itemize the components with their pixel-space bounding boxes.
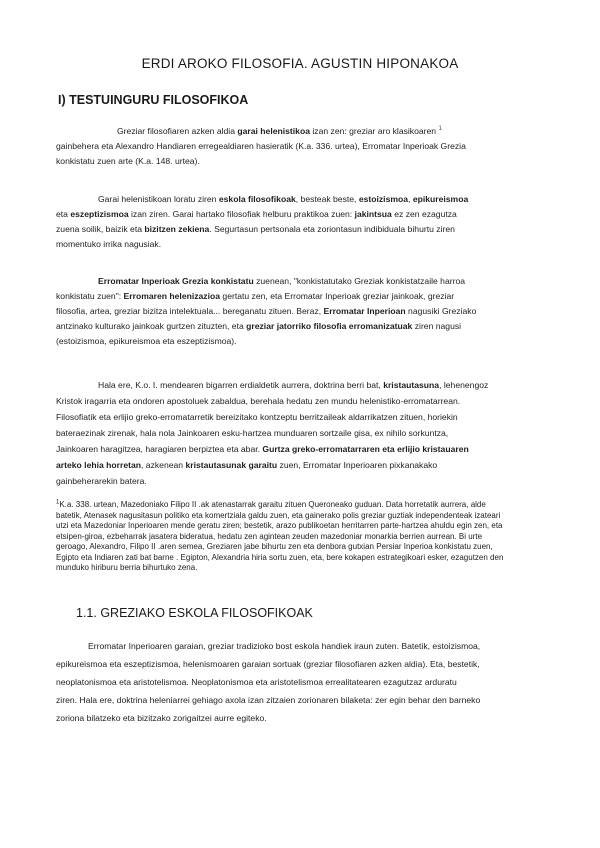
paragraph-line: konkistatu zuen arte (K.a. 148. urtea). (56, 156, 200, 166)
paragraph-2 (56, 192, 468, 252)
bold-term: garai helenistikoa (237, 126, 310, 136)
bold-term: jakintsua (354, 209, 392, 219)
bold-term: Erromatar Inperioan (323, 306, 406, 316)
bold-term: estoizismoa (358, 194, 409, 204)
text-run: gertatu zen, eta Erromatar Inperioak greziar jainkoak, greziar (220, 291, 455, 301)
paragraph-line (56, 124, 466, 139)
paragraph-line (56, 207, 468, 222)
paragraph-line: Kristok iragarria eta ondoren apostoluek zabaldua, berehala hedatu zen mundu helenistiko-erromatarrean. (56, 396, 461, 406)
paragraph-line: momentuko irrika nagusiak. (56, 239, 162, 249)
text-run: Garai helenistikoan loratu ziren (98, 194, 219, 204)
paragraph-line (56, 222, 468, 237)
paragraph-line (56, 289, 476, 304)
paragraph-line (56, 319, 476, 334)
text-run: filosofia, artea, greziar bizitza intelektuala... bereganatu zituen. Beraz, (56, 306, 324, 316)
text-run: ziren nagusi (412, 321, 462, 331)
section-heading-testuinguru: I) TESTUINGURU FILOSOFIKOA (58, 93, 249, 107)
text-run: , (408, 194, 413, 204)
text-run: , azkenean (141, 460, 186, 470)
paragraph-line: gainbehera eta Alexandro Handiaren erregealdiaren hasieratik (K.a. 336. urtea), Erromatar Inperioak Grezia (56, 141, 466, 151)
bold-term: greziar jatorriko filosofia erromanizatuak (246, 321, 413, 331)
paragraph-line (56, 377, 488, 393)
footnote-line: batetik, Atenasek nagusitasun politiko eta komertziala galdu zuen, eta gainerako polis greziar guztiak independenteak izateari (56, 510, 501, 520)
section-heading-eskola-filosofikoak: 1.1. GREZIAKO ESKOLA FILOSOFIKOAK (76, 606, 313, 620)
footnote-line: etsipen-giroa, ezbeharrak jasatera bideratua, hedatu zen agintean zeuden mazedoniar monarkia berrien aurrean. Bi urte (56, 531, 483, 541)
paragraph-5 (56, 637, 480, 727)
paragraph-line: bateraezinak zirenak, hala nola Jainkoaren esku-hartzea munduaren sortzaile gisa, ex nihilo sorkuntza, (56, 428, 449, 438)
text-run: Hala ere, K.o. I. mendearen bigarren erdialdetik aurrera, doktrina berri bat, (98, 380, 384, 390)
footnote-reference[interactable]: 1 (438, 126, 442, 133)
footnote-mark: 1 (56, 499, 60, 506)
paragraph-line: ziren. Hala ere, doktrina heleniarrei gehiago axola izan zitzaien zorionaren bilaketa: zer egin behar den barneko (56, 695, 481, 705)
bold-term: arteko lehia horretan (56, 460, 142, 470)
paragraph-1 (56, 124, 466, 169)
footnote-line (56, 500, 503, 511)
paragraph-line (56, 457, 488, 473)
footnote-line: utzi eta Mazedoniar Inperioaren mende geratu ziren; bestetik, arazo publikoetan herritarren parte-hartzea ahuldu egin zen, eta (56, 521, 503, 530)
paragraph-line (56, 441, 488, 457)
document-title: ERDI AROKO FILOSOFIA. AGUSTIN HIPONAKOA (141, 56, 459, 71)
text-run: zuen, Erromatar Inperioaren pixkanakako (277, 460, 438, 470)
text-run: antzinako kulturako jainkoak gurtzen zituzten, eta (56, 321, 247, 331)
text-run: , lehenengoz (439, 380, 489, 390)
paragraph-line: epikureismoa eta eszeptizismoa, helenismoaren garaian sortuak (greziar filosofiaren azken aldia). Eta, bestetik, (56, 659, 480, 669)
paragraph-line (56, 192, 468, 207)
paragraph-line: Filosofiatik eta erlijio greko-erromatarretik bereizitako kontzeptu berritzaileak aldarrikatzen zituen, horiekin (56, 412, 458, 422)
bold-term: eskola filosofikoak (218, 194, 296, 204)
paragraph-4 (56, 377, 488, 489)
paragraph-line: Erromatar Inperioaren garaian, greziar tradizioko bost eskola handiek iraun zuten. Batetik, estoizismoa, (88, 641, 481, 651)
text-run: izan zen: greziar aro klasikoaren (309, 126, 437, 136)
bold-term: bizitzen zekiena (144, 224, 210, 234)
text-run: Greziar filosofiaren azken aldia (117, 126, 238, 136)
bold-term: eszeptizismoa (70, 209, 129, 219)
text-run: izan ziren. Garai hartako filosofiak helburu praktikoa zuen: (128, 209, 355, 219)
text-run: K.a. 338. urtean, Mazedoniako Filipo II .ak atenastarrak garaitu zituen Queroneako guduan. Data horretatik aurrera, alde (59, 500, 486, 509)
bold-term: epikureismoa (412, 194, 469, 204)
footnote (56, 500, 503, 574)
paragraph-line: zoriona bilatzeko eta bizitzako zorigaitzei aurre egiteko. (56, 713, 267, 723)
bold-term: kristautasuna (383, 380, 440, 390)
paragraph-line (56, 274, 476, 289)
paragraph-3 (56, 274, 476, 349)
text-run: ez zen ezagutza (391, 209, 457, 219)
text-run: , besteak beste, (295, 194, 359, 204)
bold-term: Erromatar Inperioak Grezia konkistatu (98, 276, 254, 286)
text-run: eta (56, 209, 71, 219)
paragraph-line: (estoizismoa, epikureismoa eta eszeptizismoa). (56, 336, 237, 346)
paragraph-line (56, 304, 476, 319)
bold-term: Gurtza greko-erromatarraren eta erlijio kristauaren (262, 444, 469, 454)
footnote-line: geroago, Alexandro, Filipo II .aren semea, Greziaren jabe bihurtu zen eta denbora gutxian Persiar Inperioa konkistatu zuen, (56, 542, 493, 551)
text-run: zuena soilik, baizik eta (56, 224, 145, 234)
text-run: . Segurtasun pertsonala eta zoriontasun indibiduala bihurtu ziren (209, 224, 455, 234)
bold-term: Erromaren helenizazioa (123, 291, 221, 301)
footnote-line: Egipto eta Indiaren zati bat barne . Egipton, Alexandria hiria sortu zuen, eta, bere kokapen estrategikoari esker, ezagutzen den (56, 552, 504, 562)
footnote-line: munduko hiriburu berria bihurtuko zena. (56, 563, 198, 572)
bold-term: kristautasunak garaitu (185, 460, 278, 470)
text-run: nagusiki Greziako (405, 306, 477, 316)
paragraph-line: gainbeherarekin batera. (56, 476, 147, 486)
text-run: zuenean, "konkistatutako Greziak konkistatzaile harroa (253, 276, 466, 286)
paragraph-line: neoplatonismoa eta aristotelismoa. Neoplatonismoa eta aristotelismoa errealitatearen ezagutzaz arduratu (56, 677, 457, 687)
text-run: konkistatu zuen": (56, 291, 124, 301)
text-run: Jainkoaren haragitzea, haragiaren berpiztea eta abar. (56, 444, 263, 454)
